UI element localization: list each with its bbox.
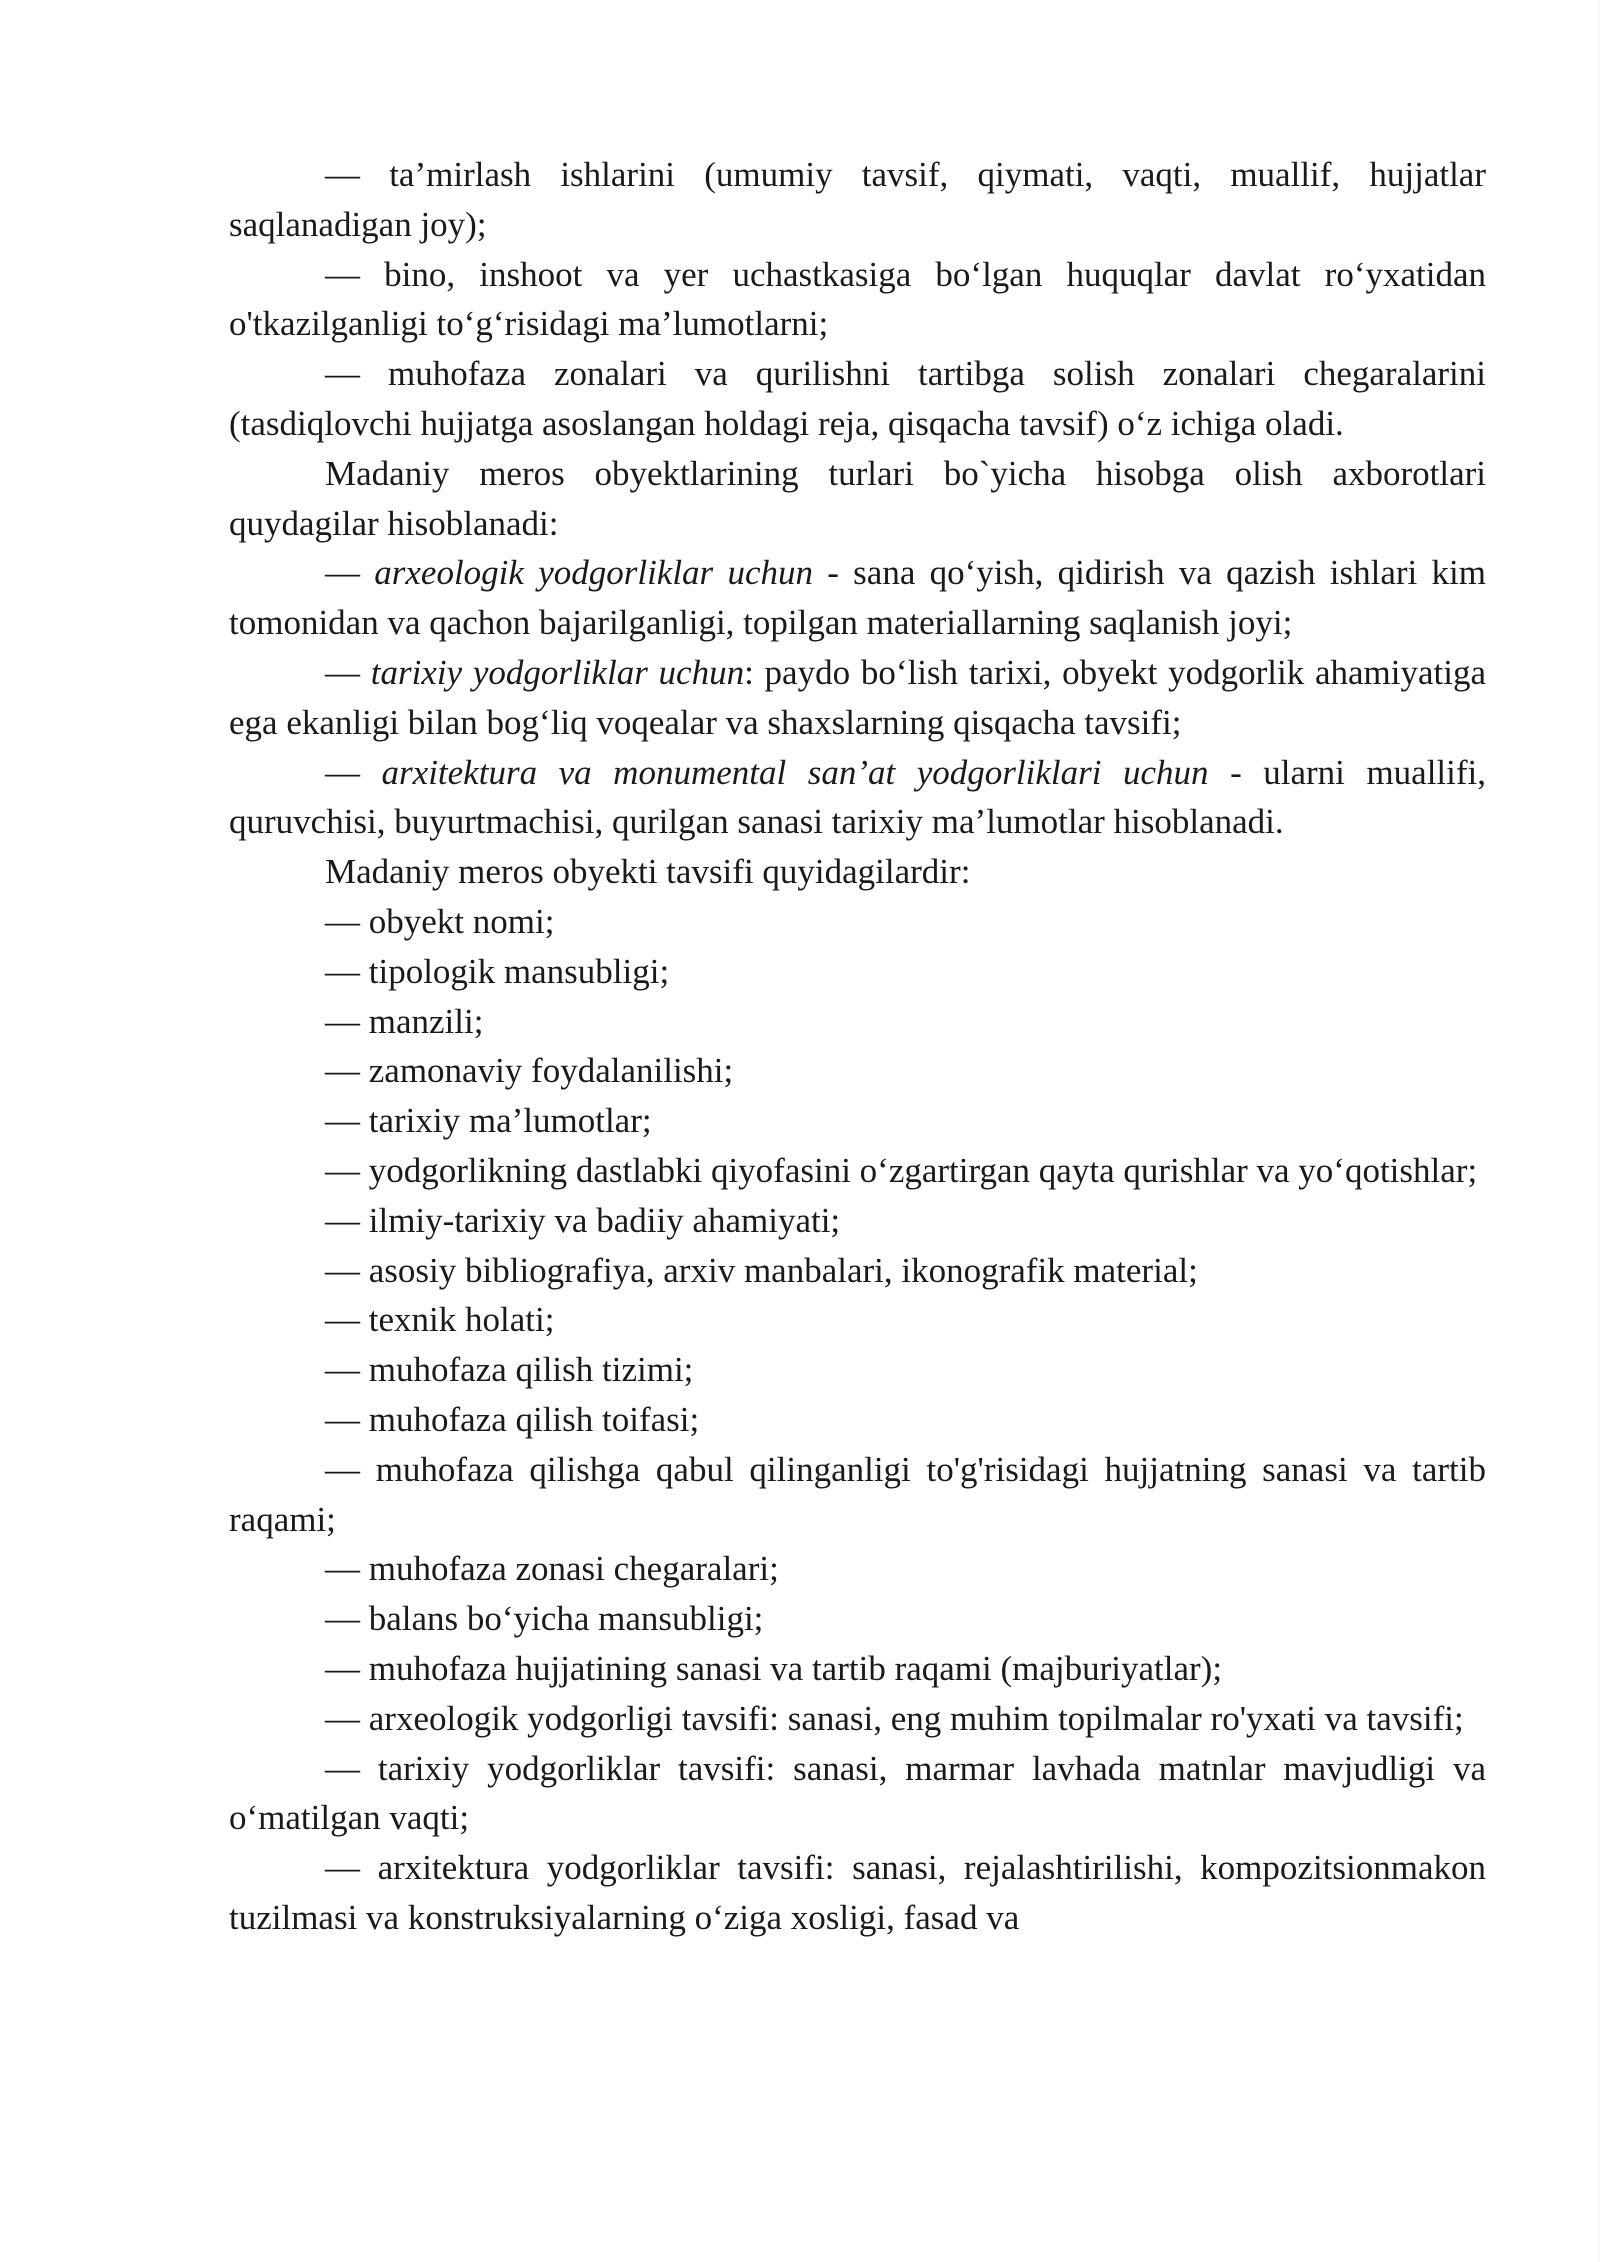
list-item [229,1694,1486,1744]
text-run: — muhofaza zonasi chegaralari; [325,1549,779,1589]
list-item [229,1146,1486,1196]
text-run: — muhofaza qilish tizimi; [325,1350,694,1390]
list-item [229,1046,1486,1096]
list-item [229,1744,1486,1844]
text-run: : paydo bo‘lish tarixi, obyekt yodgorlik ahamiyatiga ega ekanligi bilan bog‘liq voqealar va shaxslarning qisqacha tavsifi; [229,652,1486,742]
text-run: — asosiy bibliografiya, arxiv manbalari, ikonografik material; [325,1250,1198,1290]
text-run: Madaniy meros obyektlarining turlari bo`yicha hisobga olish axborotlari quydagilar hisoblanadi: [229,453,1486,543]
text-run: — texnik holati; [325,1300,555,1340]
italic-term: arxeologik yodgorliklar uchun [374,553,813,593]
text-run: — ilmiy-tarixiy va badiiy ahamiyati; [325,1200,841,1240]
text-run: — obyekt nomi; [325,901,555,941]
text-run: — [325,652,371,692]
text-run: — arxeologik yodgorligi tavsifi: sanasi, eng muhim topilmalar ro'yxati va tavsifi; [325,1698,1464,1738]
text-run: — tipologik mansubligi; [325,951,670,991]
document-page [229,150,1486,1943]
text-run: - ularni muallifi, quruvchisi, buyurtmachisi, qurilgan sanasi tarixiy ma’lumotlar hisoblanadi. [229,752,1486,842]
list-item [229,897,1486,947]
text-run: — [325,752,382,792]
list-item [229,1096,1486,1146]
text-run: — ta’mirlash ishlarini (umumiy tavsif, qiymati, vaqti, muallif, hujjatlar saqlanadigan joy); [229,155,1486,244]
list-item [229,1196,1486,1246]
list-item [229,1843,1486,1943]
text-run: Madaniy meros obyekti tavsifi quyidagilardir: [325,852,971,892]
list-item [229,947,1486,997]
paragraph [229,449,1486,549]
text-run: — manzili; [325,1001,484,1041]
text-run: — tarixiy yodgorliklar tavsifi: sanasi, marmar lavhada matnlar mavjudligi va o‘matilgan vaqti; [229,1748,1486,1838]
list-item [229,1544,1486,1594]
text-run: - sana qo‘yish, qidirish va qazish ishlari kim tomonidan va qachon bajarilganligi, topilgan materiallarning saqlanish joyi; [229,553,1486,643]
text-run: — zamonaviy foydalanilishi; [325,1051,734,1091]
list-item [229,748,1486,848]
list-item [229,648,1486,748]
text-run: — muhofaza zonalari va qurilishni tartibga solish zonalari chegaralarini (tasdiqlovchi hujjatga asoslangan holdagi reja, qisqacha tavsif) o‘z ichiga oladi. [229,354,1486,443]
text-run: — [325,553,375,593]
list-item [229,150,1486,250]
italic-term: arxitektura va monumental san’at yodgorliklari uchun [381,752,1209,792]
list-item [229,1395,1486,1445]
text-run: — muhofaza hujjatining sanasi va tartib raqami (majburiyatlar); [325,1648,1223,1688]
text-run: — muhofaza qilishga qabul qilinganligi to'g'risidagi hujjatning sanasi va tartib raqami; [229,1449,1486,1539]
list-item [229,997,1486,1047]
text-run: — muhofaza qilish toifasi; [325,1399,700,1439]
list-item [229,1246,1486,1296]
text-run: — tarixiy ma’lumotlar; [325,1101,652,1141]
list-item [229,1445,1486,1545]
text-run: — yodgorlikning dastlabki qiyofasini o‘zgartirgan qayta qurishlar va yo‘qotishlar; [325,1150,1478,1190]
list-item [229,1644,1486,1694]
list-item [229,548,1486,648]
list-item [229,1295,1486,1345]
list-item [229,349,1486,449]
italic-term: tarixiy yodgorliklar uchun [370,652,745,692]
text-run: — balans bo‘yicha mansubligi; [325,1599,764,1639]
list-item [229,1594,1486,1644]
list-item [229,1345,1486,1395]
paragraph [229,847,1486,897]
text-run: — bino, inshoot va yer uchastkasiga bo‘lgan huquqlar davlat ro‘yxatidan o'tkazilganligi to‘g‘risidagi ma’lumotlarni; [229,254,1486,344]
list-item [229,250,1486,350]
text-run: — arxitektura yodgorliklar tavsifi: sanasi, rejalashtirilishi, kompozitsionmakon tuzilmasi va konstruksiyalarning o‘ziga xosligi, fasad va [229,1848,1486,1937]
